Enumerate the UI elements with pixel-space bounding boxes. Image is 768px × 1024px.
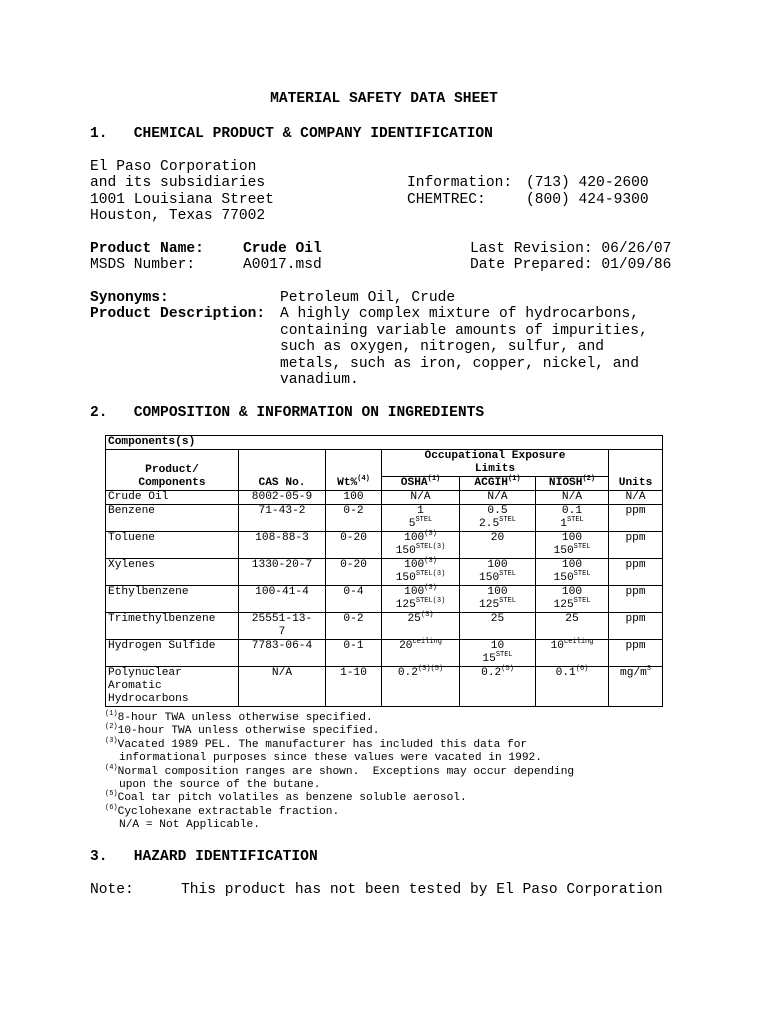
table-row (106, 586, 663, 613)
cell-cas: N/A (239, 667, 326, 707)
product-description-line: containing variable amounts of impurities, (280, 323, 648, 339)
information-phone: (713) 420-2600 (526, 175, 649, 191)
section-3-heading: 3. HAZARD IDENTIFICATION (90, 849, 318, 865)
cell-wt: 100 (326, 491, 382, 505)
table-row (106, 613, 663, 640)
cell-niosh: 0.1$^{(6)}$ (536, 667, 609, 707)
cell-cas: 71-43-2 (239, 505, 326, 532)
cell-wt: 0-1 (326, 640, 382, 667)
product-description-line: such as oxygen, nitrogen, sulfur, and (280, 339, 605, 355)
information-label: Information: (407, 175, 513, 191)
cell-niosh: N/A (536, 491, 609, 505)
cell-niosh: 100 $150^{STEL}$ (536, 532, 609, 559)
cell-osha: 100$^{(3)}$ $125^{STEL(3)}$ (382, 586, 460, 613)
cell-acgih: 0.5 $2.5^{STEL}$ (460, 505, 536, 532)
header-product: Product/ Components (106, 450, 239, 491)
footnote-line: $^{(2)}$10-hour TWA unless otherwise specified. (105, 723, 380, 738)
cell-name: Toluene (106, 532, 239, 559)
footnote-line: $^{(4)}$Normal composition ranges are shown. Exceptions may occur depending (105, 763, 575, 778)
cell-wt: 0-20 (326, 559, 382, 586)
cell-osha: 100$^{(3)}$ $150^{STEL(3)}$ (382, 559, 460, 586)
cell-cas: 8002-05-9 (239, 491, 326, 505)
table-row (106, 667, 663, 707)
header-units: Units (609, 450, 663, 491)
cell-units: ppm (609, 532, 663, 559)
cell-osha: N/A (382, 491, 460, 505)
product-description-line: metals, such as iron, copper, nickel, and (280, 356, 640, 372)
company-street: 1001 Louisiana Street (90, 192, 274, 208)
cell-units: ppm (609, 640, 663, 667)
company-city: Houston, Texas 77002 (90, 208, 266, 224)
date-prepared: Date Prepared: 01/09/86 (470, 257, 672, 273)
cell-acgih: 25 (460, 613, 536, 640)
section-1-heading: 1. CHEMICAL PRODUCT & COMPANY IDENTIFICATION (90, 126, 493, 142)
last-revision: Last Revision: 06/26/07 (470, 241, 672, 257)
cell-cas: 100-41-4 (239, 586, 326, 613)
footnote-line: upon the source of the butane. (119, 779, 321, 792)
footnote-line: N/A = Not Applicable. (119, 819, 260, 832)
document-title: MATERIAL SAFETY DATA SHEET (270, 91, 498, 107)
cell-niosh: 0.1 $1^{STEL}$ (536, 505, 609, 532)
cell-acgih: 100 $125^{STEL}$ (460, 586, 536, 613)
cell-wt: 0-2 (326, 613, 382, 640)
msds-number-label: MSDS Number: (90, 257, 196, 273)
cell-wt: 0-4 (326, 586, 382, 613)
synonyms-label: Synonyms: (90, 290, 169, 306)
chemtrec-phone: (800) 424-9300 (526, 192, 649, 208)
table-caption: Components(s) (106, 436, 663, 450)
cell-niosh: $10^{ceiling}$ (536, 640, 609, 667)
cell-osha: $0.2^{(3)(5)}$ (382, 667, 460, 707)
header-acgih: ACGIH$^{(1)}$ (460, 477, 536, 491)
product-name-label: Product Name: (90, 241, 204, 257)
table-header-row (106, 450, 663, 477)
footnote-line: $^{(1)}$8-hour TWA unless otherwise specified. (105, 710, 373, 724)
table-row (106, 491, 663, 505)
cell-name: Trimethylbenzene (106, 613, 239, 640)
product-description-line: A highly complex mixture of hydrocarbons, (280, 306, 640, 322)
cell-wt: 0-20 (326, 532, 382, 559)
synonyms-value: Petroleum Oil, Crude (280, 290, 456, 306)
cell-units: ppm (609, 559, 663, 586)
product-description-label: Product Description: (90, 306, 266, 322)
table-caption-row (106, 436, 663, 450)
cell-cas: 108-88-3 (239, 532, 326, 559)
cell-acgih: 100 $150^{STEL}$ (460, 559, 536, 586)
cell-osha: 25$^{(3)}$ (382, 613, 460, 640)
cell-osha: 100$^{(3)}$ $150^{STEL(3)}$ (382, 532, 460, 559)
cell-acgih: 20 (460, 532, 536, 559)
note-label: Note: (90, 882, 134, 898)
cell-acgih: N/A (460, 491, 536, 505)
header-oel: Occupational Exposure Limits (382, 450, 609, 477)
table-row (106, 640, 663, 667)
table-body (106, 491, 663, 707)
header-osha: OSHA$^{(1)}$ (382, 477, 460, 491)
product-description-line: vanadium. (280, 372, 359, 388)
footnotes (105, 712, 574, 833)
footnote-line: $^{(6)}$Cyclohexane extractable fraction. (105, 803, 340, 818)
company-name: El Paso Corporation (90, 159, 257, 175)
cell-name: Polynuclear Aromatic Hydrocarbons (106, 667, 239, 707)
cell-name: Crude Oil (106, 491, 239, 505)
cell-cas: 25551-13- 7 (239, 613, 326, 640)
header-cas: CAS No. (239, 450, 326, 491)
cell-niosh: 25 (536, 613, 609, 640)
table-row (106, 505, 663, 532)
footnote-line: informational purposes since these values were vacated in 1992. (119, 752, 542, 765)
note-text: This product has not been tested by El Paso Corporation (181, 882, 663, 898)
company-subsidiaries: and its subsidiaries (90, 175, 266, 191)
msds-number-value: A0017.msd (243, 257, 322, 273)
footnote-line: $^{(5)}$Coal tar pitch volatiles as benzene soluble aerosol. (105, 790, 467, 805)
cell-units: N/A (609, 491, 663, 505)
section-2-heading: 2. COMPOSITION & INFORMATION ON INGREDIENTS (90, 405, 485, 421)
cell-name: Hydrogen Sulfide (106, 640, 239, 667)
cell-name: Benzene (106, 505, 239, 532)
cell-cas: 1330-20-7 (239, 559, 326, 586)
cell-units: $mg/m^3$ (609, 667, 663, 707)
cell-wt: 0-2 (326, 505, 382, 532)
cell-wt: 1-10 (326, 667, 382, 707)
product-name-value: Crude Oil (243, 241, 322, 257)
cell-name: Xylenes (106, 559, 239, 586)
cell-units: ppm (609, 613, 663, 640)
table-row (106, 559, 663, 586)
cell-niosh: 100 $125^{STEL}$ (536, 586, 609, 613)
cell-name: Ethylbenzene (106, 586, 239, 613)
header-wt: Wt%$^{(4)}$ (326, 450, 382, 491)
cell-units: ppm (609, 586, 663, 613)
footnote-line: $^{(3)}$Vacated 1989 PEL. The manufacturer has included this data for (105, 736, 528, 751)
header-niosh: NIOSH$^{(2)}$ (536, 477, 609, 491)
composition-table (105, 435, 663, 707)
chemtrec-label: CHEMTREC: (407, 192, 486, 208)
cell-niosh: 100 $150^{STEL}$ (536, 559, 609, 586)
cell-osha: 1 $5^{STEL}$ (382, 505, 460, 532)
table-row (106, 532, 663, 559)
cell-cas: 7783-06-4 (239, 640, 326, 667)
cell-osha: $20^{ceiling}$ (382, 640, 460, 667)
cell-units: ppm (609, 505, 663, 532)
cell-acgih: 0.2$^{(5)}$ (460, 667, 536, 707)
cell-acgih: 10 $15^{STEL}$ (460, 640, 536, 667)
